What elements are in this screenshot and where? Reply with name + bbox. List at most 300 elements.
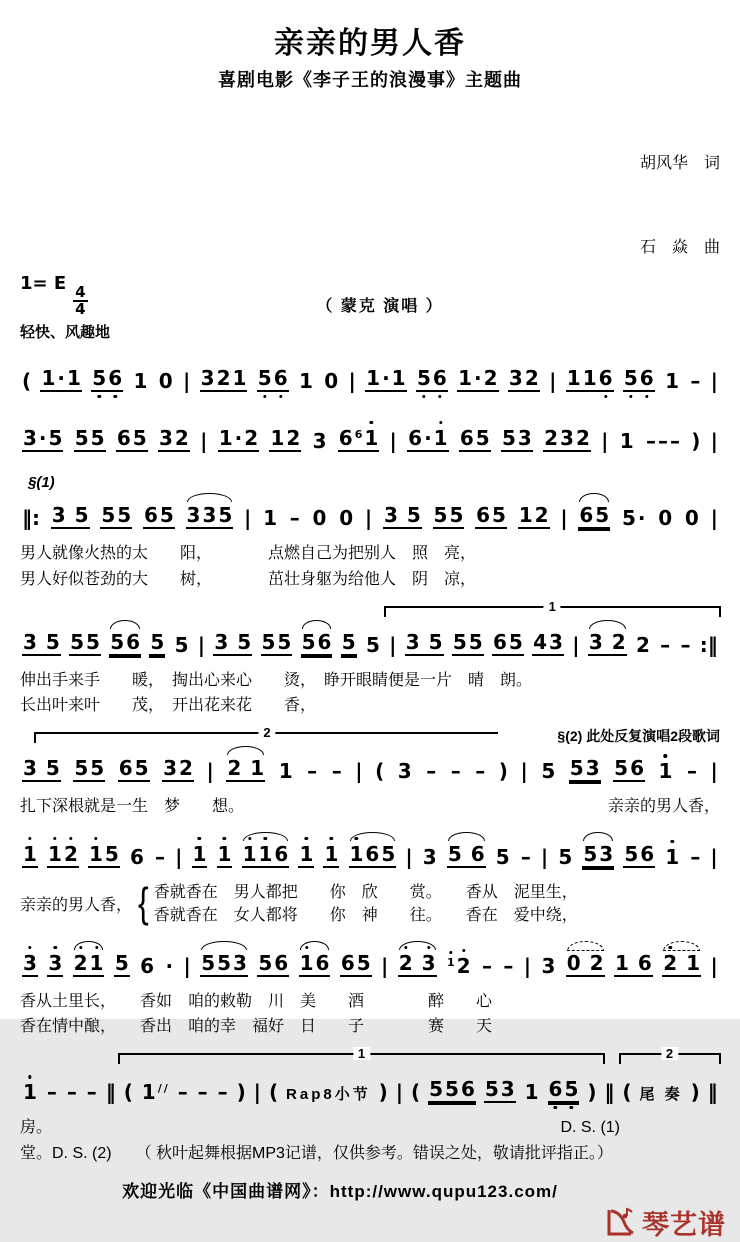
lyric-brace-block bbox=[20, 881, 720, 927]
note-group bbox=[481, 955, 493, 977]
note-digit: 3 bbox=[588, 629, 603, 654]
note-group bbox=[457, 367, 498, 392]
note-group bbox=[91, 367, 123, 392]
note-digit: 1 bbox=[270, 426, 285, 450]
note-digit: 6 bbox=[408, 426, 423, 450]
note-group bbox=[162, 757, 194, 782]
note-digit: 5 bbox=[257, 366, 272, 390]
note-digit: – bbox=[307, 759, 318, 784]
note-digit: 6 bbox=[273, 366, 288, 390]
note-digit: 1 bbox=[446, 955, 455, 969]
note-digit: 3 bbox=[23, 950, 37, 975]
note-digit: 2 bbox=[635, 632, 650, 657]
note-digit: 6 bbox=[143, 503, 158, 527]
note-digit: – bbox=[680, 632, 691, 657]
lyric-row bbox=[20, 797, 720, 818]
note-group bbox=[66, 1081, 78, 1103]
note-digit: 5 bbox=[484, 1077, 499, 1102]
note-digit: 5 bbox=[452, 629, 467, 654]
note-digit: 1 bbox=[217, 841, 232, 866]
note-group bbox=[397, 760, 413, 782]
note-digit: 5 bbox=[174, 632, 189, 657]
note-group bbox=[659, 634, 671, 656]
music-system-verse-a bbox=[20, 474, 720, 591]
note-digit: 3 bbox=[214, 629, 229, 654]
note-digit: / bbox=[157, 1082, 162, 1096]
note-group bbox=[447, 843, 486, 868]
note-digit: 1 bbox=[299, 841, 314, 866]
note-digit: 5 bbox=[429, 1077, 444, 1102]
note-group bbox=[299, 952, 331, 977]
note-digit: 1 bbox=[524, 1080, 539, 1105]
note-digit: 5 bbox=[406, 503, 421, 527]
note-digit: – bbox=[289, 506, 300, 530]
note-group bbox=[217, 843, 233, 868]
barline: | bbox=[200, 429, 208, 453]
note-digit: 2 bbox=[73, 950, 88, 975]
score-body bbox=[20, 354, 720, 1165]
header-meta-row bbox=[20, 94, 720, 318]
note-group bbox=[143, 504, 175, 529]
barline: | bbox=[560, 506, 568, 530]
note-group bbox=[301, 631, 333, 656]
note-digit: 5 bbox=[101, 503, 116, 527]
note-group bbox=[22, 631, 61, 656]
note-digit: 1 bbox=[242, 841, 257, 866]
note-digit: 1 bbox=[192, 841, 207, 866]
note-digit: · bbox=[165, 953, 174, 978]
note-digit: – bbox=[331, 759, 342, 784]
parenthesis: ( bbox=[268, 1080, 279, 1105]
barline: | bbox=[710, 429, 718, 453]
note-group bbox=[664, 846, 680, 868]
note-digit: 2 bbox=[398, 950, 413, 975]
note-group bbox=[22, 427, 63, 452]
note-digit: 6 bbox=[338, 426, 353, 450]
note-digit: 6 bbox=[274, 950, 289, 975]
note-digit: 6 bbox=[493, 629, 507, 654]
note-digit: 5 bbox=[595, 503, 610, 527]
note-digit: 2 bbox=[483, 366, 498, 390]
meter-unit: 4 bbox=[75, 300, 86, 319]
note-digit: 5 bbox=[623, 366, 638, 390]
note-row bbox=[20, 744, 720, 792]
site-url-line: 欢迎光临《中国曲谱网》：http://www.qupu123.com/ bbox=[122, 1181, 558, 1201]
barline: | bbox=[710, 953, 718, 978]
note-group bbox=[289, 507, 301, 529]
note-digit: 0 bbox=[324, 369, 339, 393]
note-digit: 0 bbox=[158, 369, 173, 393]
note-group bbox=[186, 504, 234, 529]
note-digit: 5 bbox=[92, 366, 107, 390]
note-digit: 5 bbox=[261, 629, 276, 654]
performer: （ 蒙克 演唱 ） bbox=[316, 298, 444, 315]
note-digit: 1 bbox=[433, 426, 448, 450]
lyric-row: 香就香在 女人都将 你 神 往。 香在 爱中绕， bbox=[153, 906, 578, 924]
lyric-row: 香就香在 男人都把 你 欣 赏。 香从 泥里生， bbox=[153, 883, 578, 901]
parenthesis: ( bbox=[123, 1080, 133, 1105]
note-digit: 2 bbox=[216, 366, 231, 390]
volta-layer bbox=[20, 1046, 720, 1065]
note-group bbox=[154, 846, 166, 868]
barline: | bbox=[348, 369, 356, 393]
tempo-marking: 轻快、风趣地 bbox=[20, 324, 111, 341]
note-group bbox=[475, 504, 507, 529]
note-digit: 2 bbox=[244, 426, 259, 450]
note-group: 尾 奏 bbox=[639, 1085, 683, 1103]
note-digit: 3 bbox=[508, 366, 523, 390]
lyric-left: 亲亲的男人香， bbox=[20, 897, 133, 915]
note-digit: · bbox=[424, 426, 432, 450]
music-note-logo-icon bbox=[605, 1206, 639, 1238]
note-digit: 5 bbox=[416, 366, 431, 390]
footer bbox=[20, 1177, 726, 1240]
note-digit: 6 bbox=[365, 841, 380, 866]
note-group bbox=[217, 1081, 229, 1103]
lyric-row: 男人好似苍劲的大 树， 茁壮身躯为给他人 阴 凉， bbox=[20, 570, 477, 588]
note-group bbox=[323, 843, 339, 868]
barline: | bbox=[389, 429, 397, 453]
note-group bbox=[73, 952, 105, 977]
note-digit: 5 bbox=[86, 629, 100, 654]
note-digit: 0 bbox=[339, 506, 354, 530]
note-digit: 6 bbox=[354, 428, 363, 441]
note-digit: 2 bbox=[611, 629, 626, 654]
note-group bbox=[566, 367, 614, 392]
barline: | bbox=[175, 844, 183, 869]
note-group: Rap8小节 bbox=[286, 1085, 371, 1103]
note-group bbox=[557, 846, 573, 868]
lyric-left: 扎下深根就是一生 梦 想。 bbox=[20, 798, 245, 816]
note-group bbox=[501, 427, 533, 452]
note-digit: 5 bbox=[564, 1077, 579, 1102]
lyric-right: D. S. (1) bbox=[560, 1119, 620, 1137]
note-group bbox=[114, 952, 130, 977]
note-digit: 5 bbox=[502, 426, 516, 450]
note-digit: 1 bbox=[23, 841, 37, 866]
note-digit: 1 bbox=[298, 369, 313, 393]
note-group bbox=[257, 952, 289, 977]
parenthesis: ( bbox=[22, 369, 32, 393]
note-digit: 3 bbox=[549, 629, 563, 654]
note-digit: 2 bbox=[174, 426, 189, 450]
note-group bbox=[689, 370, 701, 392]
note-digit: 0 bbox=[566, 950, 581, 975]
note-group bbox=[450, 760, 462, 782]
barline: | bbox=[183, 953, 191, 978]
note-digit: 1 bbox=[364, 426, 379, 450]
note-digit: 2 bbox=[589, 950, 604, 975]
note-digit: – bbox=[177, 1080, 188, 1105]
note-group bbox=[614, 952, 653, 977]
note-group bbox=[338, 427, 380, 452]
note-digit: 2 bbox=[534, 503, 549, 527]
music-system-verse-b bbox=[20, 598, 720, 718]
note-digit: 5 bbox=[90, 426, 105, 450]
music-system-verse-c bbox=[20, 725, 720, 818]
note-group bbox=[269, 427, 301, 452]
note-digit: 1 bbox=[250, 756, 265, 781]
note-digit: 6 bbox=[470, 841, 485, 866]
note-digit: 0 bbox=[312, 506, 327, 530]
note-digit: – bbox=[690, 844, 701, 869]
meter-beats: 4 bbox=[75, 282, 86, 301]
note-digit: 6 bbox=[637, 950, 652, 975]
music-system-coda bbox=[20, 1046, 720, 1165]
segno-mark: §(1) bbox=[28, 474, 55, 491]
parenthesis: ( bbox=[622, 1080, 632, 1105]
note-digit: 1 bbox=[458, 366, 473, 390]
note-group bbox=[22, 1081, 38, 1103]
barline: | bbox=[405, 844, 413, 869]
note-group bbox=[540, 955, 556, 977]
note-group bbox=[262, 507, 278, 529]
note-group bbox=[118, 757, 150, 782]
note-group bbox=[226, 757, 265, 782]
note-group bbox=[405, 631, 444, 656]
note-group bbox=[657, 507, 673, 529]
note-group bbox=[323, 370, 339, 392]
note-group bbox=[47, 952, 63, 977]
note-digit: 2 bbox=[227, 756, 242, 781]
note-group bbox=[686, 760, 698, 782]
note-group bbox=[532, 631, 564, 656]
music-system-chorus-a bbox=[20, 830, 720, 927]
note-digit: 5 bbox=[150, 629, 165, 654]
note-group bbox=[365, 367, 406, 392]
note-digit: 1 bbox=[324, 841, 339, 866]
note-digit: – bbox=[686, 759, 697, 784]
lyric-row: 长出叶来叶 茂， 开出花来花 香， bbox=[20, 697, 317, 715]
note-digit: – bbox=[426, 759, 437, 784]
note-group bbox=[218, 427, 259, 452]
note-digit: 3 bbox=[541, 953, 556, 978]
note-digit: 5 bbox=[132, 426, 147, 450]
note-group bbox=[261, 631, 293, 656]
note-digit: 1 bbox=[349, 841, 364, 866]
volta-bracket-2 bbox=[619, 1046, 721, 1064]
note-group bbox=[149, 631, 165, 656]
note-digit: – bbox=[503, 953, 514, 978]
note-digit: 3 bbox=[312, 429, 327, 453]
lyric-row: 男人就像火热的太 阳， 点燃自己为把别人 照 亮， bbox=[20, 545, 477, 562]
volta-label: 1 bbox=[544, 600, 561, 613]
parenthesis: ) bbox=[691, 429, 701, 453]
note-group bbox=[158, 370, 174, 392]
barline: | bbox=[540, 844, 549, 869]
note-digit: 5 bbox=[110, 629, 125, 654]
note-digit: 1 bbox=[218, 426, 233, 450]
note-digit: 6 bbox=[640, 841, 655, 866]
note-digit: 1 bbox=[258, 841, 273, 866]
note-group bbox=[192, 843, 208, 868]
note-digit: 5 bbox=[218, 503, 233, 527]
note-group bbox=[425, 760, 437, 782]
note-digit: 6 bbox=[140, 953, 155, 978]
note-digit: 5 bbox=[134, 756, 149, 781]
note-group bbox=[298, 370, 314, 392]
note-group bbox=[298, 843, 314, 868]
note-group bbox=[116, 427, 148, 452]
note-digit: 1 bbox=[391, 366, 406, 390]
note-digit: 6 bbox=[548, 1077, 563, 1102]
note-group bbox=[200, 952, 248, 977]
note-group bbox=[197, 1081, 209, 1103]
note-digit: 5 bbox=[558, 844, 573, 869]
note-digit: 3 bbox=[599, 841, 614, 866]
song-title: 亲亲的男人香 bbox=[274, 27, 466, 60]
note-digit: 5 bbox=[614, 756, 629, 781]
note-group bbox=[689, 846, 701, 868]
note-group bbox=[398, 952, 437, 977]
music-system-intro-2 bbox=[20, 414, 720, 462]
note-digit: 1 bbox=[263, 506, 278, 530]
note-digit: 5 bbox=[217, 950, 232, 975]
note-group bbox=[164, 955, 174, 977]
barline: | bbox=[572, 632, 580, 657]
repeat-instruction: §(2) 此处反复演唱2段歌词 bbox=[557, 728, 720, 745]
note-group bbox=[141, 1081, 169, 1103]
note-digit: / bbox=[163, 1082, 168, 1096]
note-digit: 1 bbox=[665, 369, 679, 393]
note-row bbox=[20, 354, 720, 402]
note-row bbox=[20, 491, 720, 539]
note-digit: 5 bbox=[117, 503, 132, 527]
note-group bbox=[623, 843, 655, 868]
note-digit: 1 bbox=[614, 950, 629, 975]
barline: | bbox=[389, 632, 397, 657]
note-row bbox=[20, 939, 720, 987]
parenthesis: ) bbox=[498, 759, 508, 784]
note-digit: 3 bbox=[23, 426, 37, 450]
lyric-brace-lines bbox=[154, 881, 578, 927]
barline: | bbox=[710, 369, 718, 393]
note-group bbox=[543, 427, 591, 452]
note-digit: – bbox=[690, 369, 701, 393]
note-digit: 3 bbox=[397, 759, 412, 784]
note-group bbox=[158, 427, 190, 452]
note-group bbox=[474, 760, 486, 782]
note-digit: – bbox=[46, 1080, 57, 1105]
volta-bracket-2 bbox=[34, 725, 498, 743]
note-digit: 1 bbox=[278, 759, 293, 784]
note-digit: · bbox=[57, 366, 66, 390]
double-barline: ‖ bbox=[604, 1080, 615, 1105]
barline: | bbox=[253, 1080, 261, 1105]
note-digit: 5 bbox=[45, 756, 60, 781]
note-digit: · bbox=[38, 426, 47, 450]
header bbox=[20, 18, 720, 342]
barline: | bbox=[206, 759, 214, 784]
note-group bbox=[613, 757, 645, 782]
barline: | bbox=[381, 953, 389, 978]
note-group bbox=[484, 1078, 516, 1103]
note-digit: 3 bbox=[202, 503, 217, 527]
note-group bbox=[278, 760, 294, 782]
note-digit: 5 bbox=[258, 950, 273, 975]
barline: | bbox=[364, 506, 373, 530]
note-digit: 5 bbox=[341, 629, 356, 654]
note-group bbox=[664, 370, 680, 392]
note-digit: 6 bbox=[630, 756, 644, 781]
note-digit: 6 bbox=[460, 1077, 475, 1102]
lyricist-credit: 胡风华 词 bbox=[639, 155, 720, 172]
note-digit: 1 bbox=[686, 950, 701, 975]
note-group bbox=[495, 846, 511, 868]
volta-layer bbox=[20, 598, 720, 618]
note-group bbox=[242, 843, 290, 868]
note-digit: · bbox=[234, 426, 243, 450]
note-digit: 1 bbox=[665, 844, 680, 869]
volta-label: 2 bbox=[258, 726, 275, 739]
note-group bbox=[306, 760, 318, 782]
note-digit: 5 bbox=[569, 756, 584, 781]
note-digit: – bbox=[669, 429, 680, 453]
note-group bbox=[578, 504, 610, 529]
barline: | bbox=[183, 369, 191, 393]
note-group bbox=[459, 427, 491, 452]
volta-bracket-1 bbox=[384, 598, 721, 617]
note-digit: 6 bbox=[274, 841, 289, 866]
note-group bbox=[422, 846, 438, 868]
barline: | bbox=[601, 429, 609, 453]
parenthesis: ) bbox=[378, 1080, 388, 1105]
note-digit: 6 bbox=[126, 629, 141, 654]
note-digit: – bbox=[154, 844, 165, 869]
note-group bbox=[74, 427, 106, 452]
note-group bbox=[46, 1081, 58, 1103]
note-digit: 3 bbox=[23, 756, 37, 781]
parenthesis: ( bbox=[411, 1080, 421, 1105]
note-row bbox=[20, 414, 720, 462]
barline: | bbox=[244, 506, 252, 530]
note-digit: 2 bbox=[575, 426, 590, 450]
note-group bbox=[645, 430, 681, 452]
note-group bbox=[51, 504, 90, 529]
barline: | bbox=[710, 506, 718, 530]
note-digit: 3 bbox=[23, 629, 37, 654]
note-digit: 6 bbox=[579, 503, 594, 527]
lyric-row: 堂。D. S. (2) （ 秋叶起舞根据MP3记谱，仅供参考。错误之处，敬请批评指正。） bbox=[20, 1144, 613, 1162]
note-digit: 5 bbox=[74, 503, 89, 527]
note-digit: 5 bbox=[468, 629, 483, 654]
note-row bbox=[20, 618, 720, 666]
note-digit: – bbox=[645, 429, 656, 453]
note-group bbox=[340, 952, 372, 977]
note-digit: 5 bbox=[621, 506, 636, 530]
note-digit: 5 bbox=[48, 426, 63, 450]
note-digit: 1 bbox=[133, 369, 148, 393]
note-group bbox=[174, 634, 190, 656]
note-digit: 5 bbox=[445, 1077, 459, 1102]
note-group bbox=[658, 760, 674, 782]
qinyipu-logo bbox=[605, 1203, 726, 1242]
note-digit: 5 bbox=[356, 950, 371, 975]
note-digit: 2 bbox=[456, 953, 471, 978]
note-digit: 3 bbox=[48, 950, 63, 975]
note-digit: 3 bbox=[421, 950, 436, 975]
note-digit: – bbox=[450, 759, 461, 784]
logo-text: 琴艺谱 bbox=[642, 1209, 726, 1240]
note-digit: 0 bbox=[658, 506, 673, 530]
note-digit: 5 bbox=[70, 629, 85, 654]
note-digit: 3 bbox=[422, 844, 437, 869]
note-digit: – bbox=[481, 953, 492, 978]
note-group bbox=[257, 367, 289, 392]
note-group bbox=[338, 507, 354, 529]
repeat-start: ‖: bbox=[22, 506, 40, 530]
lyric-right: 亲亲的男人香， bbox=[607, 798, 720, 816]
